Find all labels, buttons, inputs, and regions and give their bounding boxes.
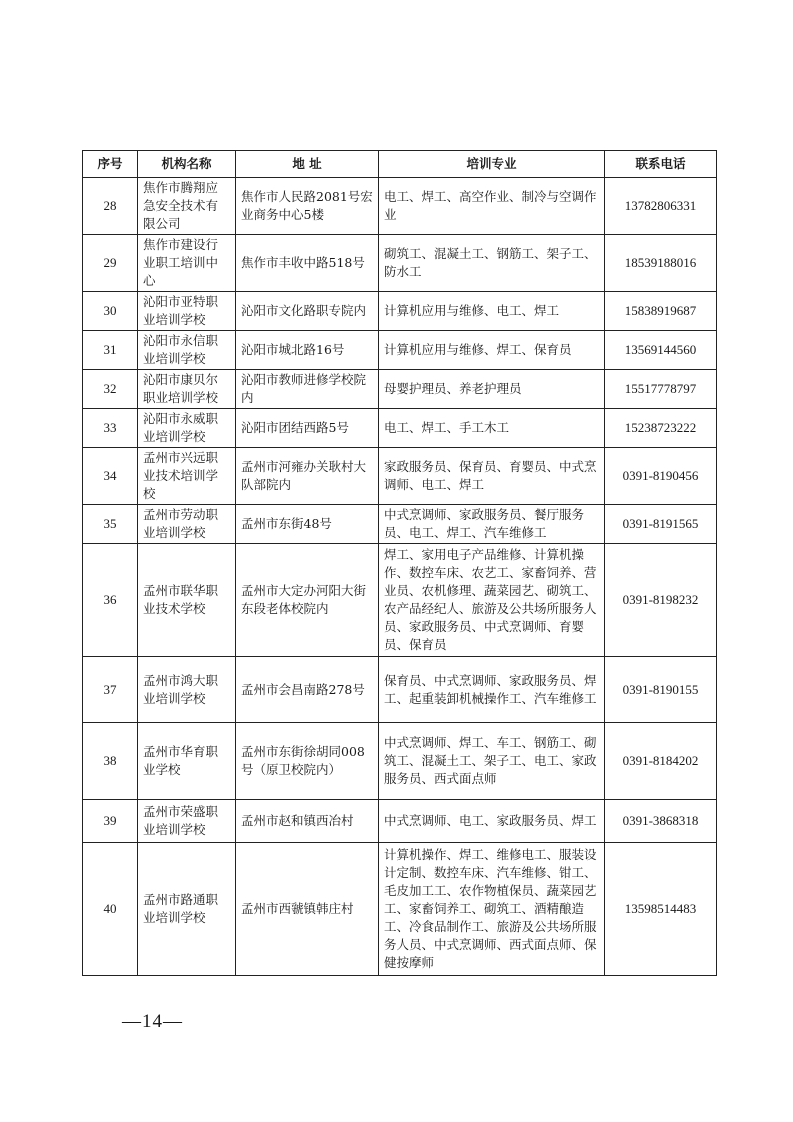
- cell-training-specialty: 计算机应用与维修、电工、焊工: [379, 292, 605, 331]
- table-row: [83, 657, 717, 723]
- cell-serial-number: 31: [83, 331, 138, 370]
- table-row: [83, 235, 717, 292]
- cell-institution-name: 孟州市联华职业技术学校: [138, 544, 236, 657]
- cell-serial-number: 34: [83, 448, 138, 505]
- cell-institution-name: 孟州市鸿大职业培训学校: [138, 657, 236, 723]
- page-number: —14—: [122, 1011, 183, 1032]
- cell-contact-phone: 0391-3868318: [605, 800, 717, 843]
- cell-address: 孟州市大定办河阳大街东段老体校院内: [236, 544, 379, 657]
- table-row: [83, 448, 717, 505]
- cell-serial-number: 36: [83, 544, 138, 657]
- table-row: [83, 370, 717, 409]
- cell-contact-phone: 15517778797: [605, 370, 717, 409]
- cell-training-specialty: 保育员、中式烹调师、家政服务员、焊工、起重装卸机械操作工、汽车维修工: [379, 657, 605, 723]
- cell-institution-name: 沁阳市永威职业培训学校: [138, 409, 236, 448]
- cell-address: 焦作市人民路2081号宏业商务中心5楼: [236, 178, 379, 235]
- cell-institution-name: 孟州市路通职业培训学校: [138, 843, 236, 976]
- header-institution-name: 机构名称: [138, 151, 236, 178]
- header-address: 地 址: [236, 151, 379, 178]
- cell-institution-name: 焦作市腾翔应急安全技术有限公司: [138, 178, 236, 235]
- cell-contact-phone: 0391-8190155: [605, 657, 717, 723]
- cell-contact-phone: 18539188016: [605, 235, 717, 292]
- table-row: [83, 544, 717, 657]
- cell-address: 孟州市河雍办关耿村大队部院内: [236, 448, 379, 505]
- cell-serial-number: 30: [83, 292, 138, 331]
- cell-training-specialty: 中式烹调师、电工、家政服务员、焊工: [379, 800, 605, 843]
- cell-address: 焦作市丰收中路518号: [236, 235, 379, 292]
- institution-table: [82, 150, 717, 976]
- cell-contact-phone: 0391-8190456: [605, 448, 717, 505]
- cell-institution-name: 孟州市兴远职业技术培训学校: [138, 448, 236, 505]
- cell-contact-phone: 0391-8184202: [605, 723, 717, 800]
- header-contact-phone: 联系电话: [605, 151, 717, 178]
- cell-training-specialty: 砌筑工、混凝土工、钢筋工、架子工、防水工: [379, 235, 605, 292]
- cell-address: 沁阳市城北路16号: [236, 331, 379, 370]
- cell-contact-phone: 13598514483: [605, 843, 717, 976]
- cell-address: 孟州市东街徐胡同008号（原卫校院内）: [236, 723, 379, 800]
- cell-training-specialty: 家政服务员、保育员、育婴员、中式烹调师、电工、焊工: [379, 448, 605, 505]
- table-row: [83, 505, 717, 544]
- cell-serial-number: 32: [83, 370, 138, 409]
- cell-institution-name: 沁阳市康贝尔职业培训学校: [138, 370, 236, 409]
- cell-institution-name: 沁阳市亚特职业培训学校: [138, 292, 236, 331]
- cell-institution-name: 孟州市华育职业学校: [138, 723, 236, 800]
- cell-serial-number: 33: [83, 409, 138, 448]
- table-header-row: [83, 151, 717, 178]
- cell-serial-number: 28: [83, 178, 138, 235]
- table-row: [83, 800, 717, 843]
- cell-contact-phone: 13569144560: [605, 331, 717, 370]
- cell-serial-number: 29: [83, 235, 138, 292]
- cell-address: 沁阳市文化路职专院内: [236, 292, 379, 331]
- cell-contact-phone: 0391-8191565: [605, 505, 717, 544]
- cell-training-specialty: 计算机操作、焊工、维修电工、服装设计定制、数控车床、汽车维修、钳工、毛皮加工工、农作物植保员、蔬菜园艺工、家畜饲养工、砌筑工、酒精酿造工、冷食品制作工、旅游及公共场所服务人员、中式烹调师、西式面点师、保健按摩师: [379, 843, 605, 976]
- cell-address: 孟州市东街48号: [236, 505, 379, 544]
- table-row: [83, 178, 717, 235]
- table-row: [83, 409, 717, 448]
- cell-training-specialty: 中式烹调师、焊工、车工、钢筋工、砌筑工、混凝土工、架子工、电工、家政服务员、西式面点师: [379, 723, 605, 800]
- cell-serial-number: 39: [83, 800, 138, 843]
- cell-training-specialty: 母婴护理员、养老护理员: [379, 370, 605, 409]
- cell-address: 孟州市西虢镇韩庄村: [236, 843, 379, 976]
- cell-serial-number: 40: [83, 843, 138, 976]
- cell-contact-phone: 0391-8198232: [605, 544, 717, 657]
- header-training-specialty: 培训专业: [379, 151, 605, 178]
- cell-address: 沁阳市团结西路5号: [236, 409, 379, 448]
- cell-institution-name: 焦作市建设行业职工培训中心: [138, 235, 236, 292]
- cell-institution-name: 孟州市劳动职业培训学校: [138, 505, 236, 544]
- cell-serial-number: 37: [83, 657, 138, 723]
- cell-training-specialty: 焊工、家用电子产品维修、计算机操作、数控车床、农艺工、家畜饲养、营业员、农机修理、蔬菜园艺、砌筑工、农产品经纪人、旅游及公共场所服务人员、家政服务员、中式烹调师、育婴员、保育员: [379, 544, 605, 657]
- cell-serial-number: 38: [83, 723, 138, 800]
- cell-training-specialty: 计算机应用与维修、焊工、保育员: [379, 331, 605, 370]
- cell-training-specialty: 电工、焊工、高空作业、制冷与空调作业: [379, 178, 605, 235]
- cell-address: 沁阳市教师进修学校院内: [236, 370, 379, 409]
- table-row: [83, 843, 717, 976]
- table-row: [83, 723, 717, 800]
- cell-training-specialty: 电工、焊工、手工木工: [379, 409, 605, 448]
- cell-training-specialty: 中式烹调师、家政服务员、餐厅服务员、电工、焊工、汽车维修工: [379, 505, 605, 544]
- cell-contact-phone: 15838919687: [605, 292, 717, 331]
- table-row: [83, 331, 717, 370]
- cell-address: 孟州市赵和镇西冶村: [236, 800, 379, 843]
- cell-contact-phone: 15238723222: [605, 409, 717, 448]
- header-serial-number: 序号: [83, 151, 138, 178]
- cell-contact-phone: 13782806331: [605, 178, 717, 235]
- table-row: [83, 292, 717, 331]
- cell-institution-name: 孟州市荣盛职业培训学校: [138, 800, 236, 843]
- cell-institution-name: 沁阳市永信职业培训学校: [138, 331, 236, 370]
- cell-address: 孟州市会昌南路278号: [236, 657, 379, 723]
- cell-serial-number: 35: [83, 505, 138, 544]
